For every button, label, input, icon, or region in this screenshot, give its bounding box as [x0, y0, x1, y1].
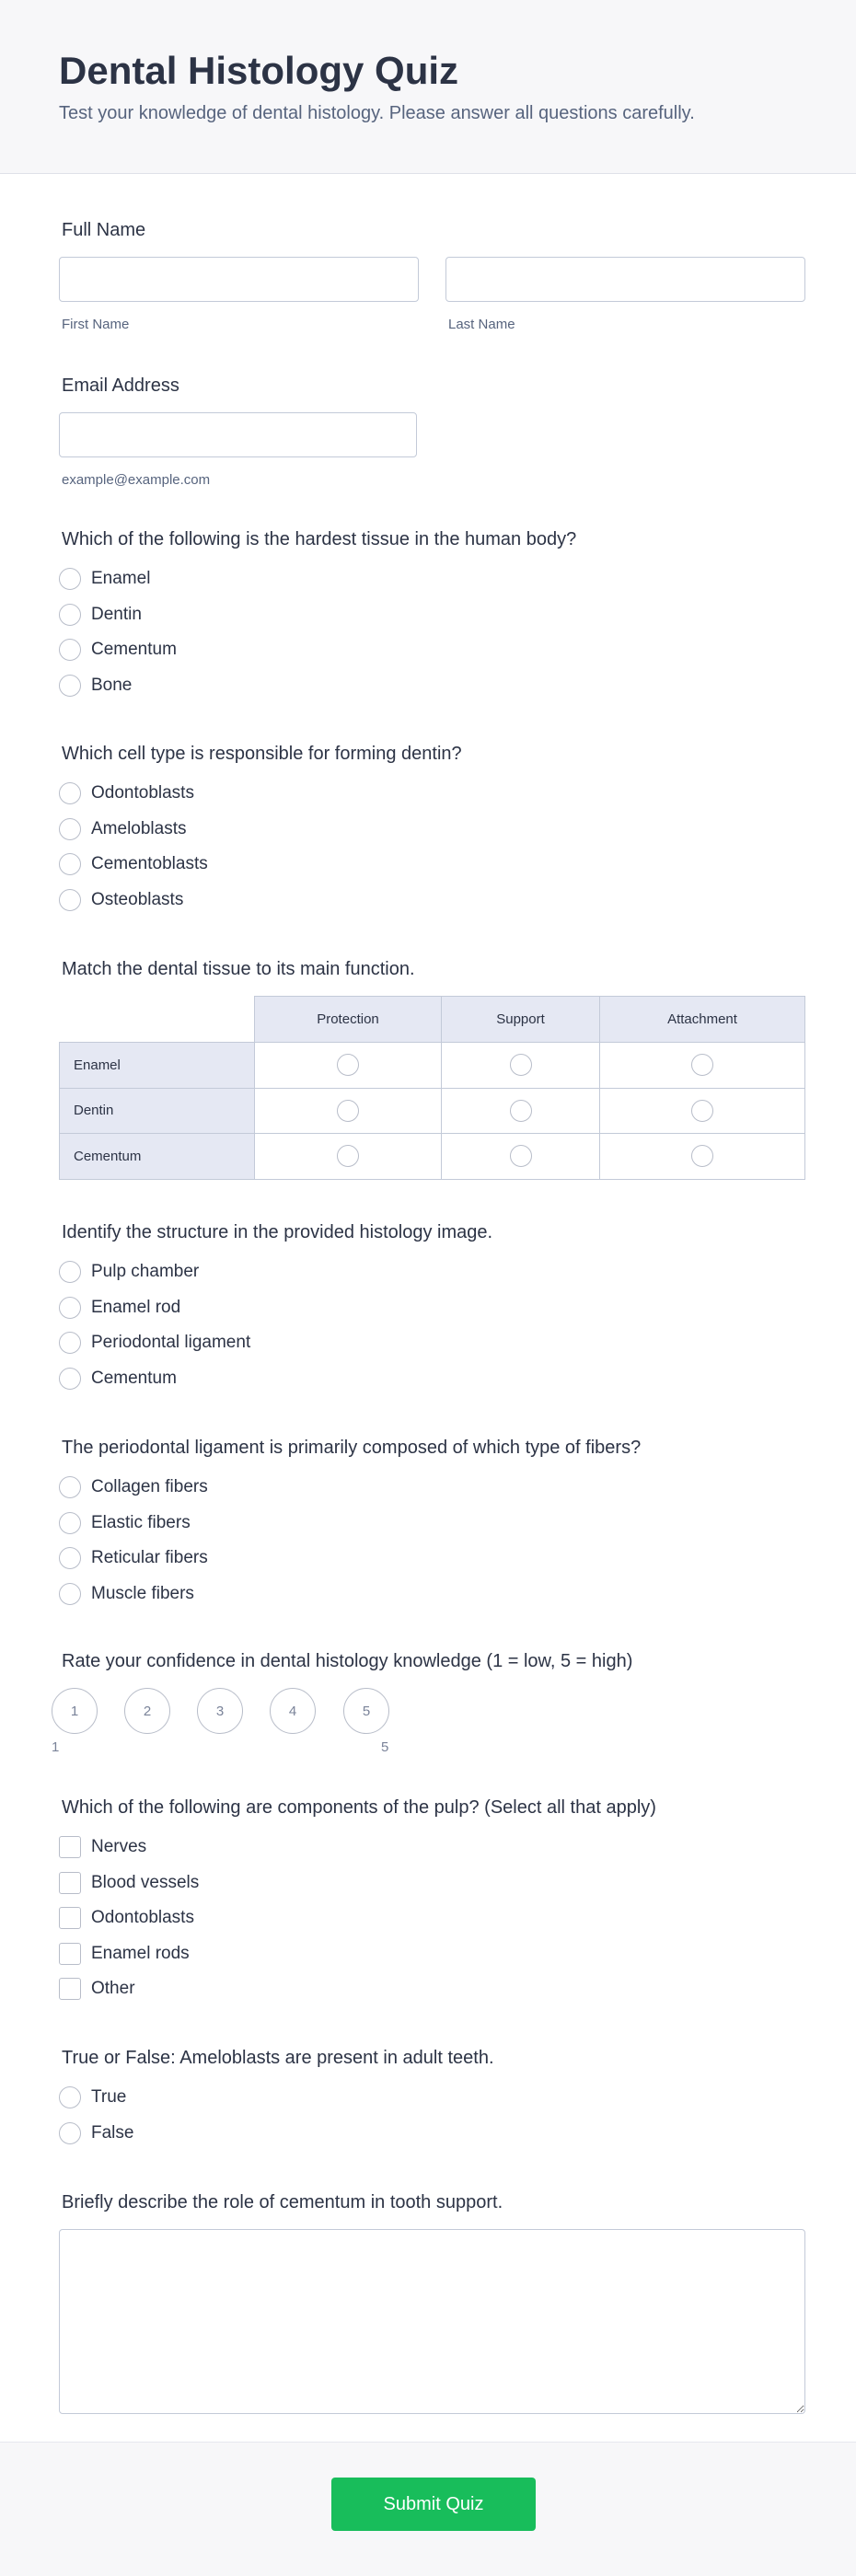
- radio-button[interactable]: [337, 1100, 359, 1122]
- option-label: Cementum: [91, 640, 177, 660]
- radio-button[interactable]: [59, 1261, 81, 1283]
- question-label: Match the dental tissue to its main function.: [62, 959, 415, 979]
- matrix-row-header: Dentin: [60, 1088, 255, 1134]
- radio-button[interactable]: [510, 1145, 532, 1167]
- radio-option[interactable]: [59, 597, 805, 633]
- radio-button[interactable]: [59, 639, 81, 661]
- matrix-corner: [60, 997, 255, 1043]
- question-label: Identify the structure in the provided histology image.: [62, 1222, 493, 1242]
- matrix-cell[interactable]: [600, 1088, 805, 1134]
- checkbox-option[interactable]: [59, 1830, 805, 1866]
- radio-button[interactable]: [510, 1100, 532, 1122]
- form-footer: [0, 2442, 856, 2576]
- matrix-column-header: Attachment: [600, 997, 805, 1043]
- option-label: Enamel rods: [91, 1943, 190, 1963]
- radio-button[interactable]: [59, 1332, 81, 1354]
- question-true-false: [59, 2045, 805, 2151]
- radio-option[interactable]: [59, 632, 805, 668]
- rating-option-4[interactable]: 4: [270, 1688, 316, 1734]
- radio-button[interactable]: [691, 1145, 713, 1167]
- email-label: Email Address: [62, 375, 179, 396]
- matrix-table: [59, 996, 805, 1180]
- option-label: True: [91, 2087, 127, 2108]
- question-dentin-cell: [59, 741, 805, 918]
- radio-button[interactable]: [59, 568, 81, 590]
- question-pdl-fibers: [59, 1435, 805, 1611]
- radio-button[interactable]: [59, 782, 81, 804]
- page-title: Dental Histology Quiz: [59, 49, 459, 92]
- radio-option[interactable]: [59, 1506, 805, 1542]
- radio-option[interactable]: [59, 1541, 805, 1577]
- checkbox-option[interactable]: [59, 1936, 805, 1972]
- question-label: The periodontal ligament is primarily composed of which type of fibers?: [62, 1438, 642, 1458]
- checkbox-option[interactable]: [59, 1971, 805, 2007]
- page-subtitle: Test your knowledge of dental histology. Please answer all questions carefully.: [59, 103, 695, 123]
- radio-button[interactable]: [691, 1100, 713, 1122]
- checkbox-option[interactable]: [59, 1900, 805, 1936]
- option-label: Pulp chamber: [91, 1262, 200, 1282]
- checkbox[interactable]: [59, 1836, 81, 1858]
- radio-button[interactable]: [59, 1476, 81, 1498]
- option-label: Blood vessels: [91, 1872, 200, 1892]
- radio-option[interactable]: [59, 1254, 805, 1290]
- radio-option[interactable]: [59, 1290, 805, 1326]
- rating-max-label: 5: [381, 1739, 389, 1755]
- radio-option[interactable]: [59, 776, 805, 812]
- radio-option[interactable]: [59, 561, 805, 597]
- radio-button[interactable]: [337, 1145, 359, 1167]
- checkbox-option[interactable]: [59, 1866, 805, 1901]
- first-name-sublabel: First Name: [62, 317, 130, 332]
- matrix-cell[interactable]: [600, 1134, 805, 1180]
- question-label: Briefly describe the role of cementum in tooth support.: [62, 2192, 503, 2212]
- radio-button[interactable]: [59, 675, 81, 697]
- radio-option[interactable]: [59, 668, 805, 704]
- radio-button[interactable]: [59, 1368, 81, 1390]
- option-label: False: [91, 2122, 134, 2143]
- question-label: Which cell type is responsible for forming dentin?: [62, 744, 462, 764]
- radio-button[interactable]: [59, 2086, 81, 2108]
- radio-button[interactable]: [59, 818, 81, 840]
- option-label: Odontoblasts: [91, 783, 194, 803]
- radio-option[interactable]: [59, 2080, 805, 2116]
- radio-button[interactable]: [337, 1054, 359, 1076]
- matrix-row-header: Cementum: [60, 1134, 255, 1180]
- checkbox[interactable]: [59, 1907, 81, 1929]
- option-label: Bone: [91, 675, 133, 695]
- matrix-cell[interactable]: [442, 1088, 600, 1134]
- question-cementum-role: [59, 2189, 805, 2420]
- checkbox[interactable]: [59, 1943, 81, 1965]
- option-label: Odontoblasts: [91, 1908, 194, 1928]
- email-field: [59, 373, 805, 492]
- option-label: Osteoblasts: [91, 889, 184, 909]
- first-name-input[interactable]: [59, 257, 419, 302]
- question-label: Which of the following are components of the pulp? (Select all that apply): [62, 1797, 656, 1818]
- option-label: Collagen fibers: [91, 1477, 208, 1497]
- radio-button[interactable]: [59, 1297, 81, 1319]
- radio-button[interactable]: [59, 853, 81, 875]
- matrix-cell[interactable]: [255, 1134, 442, 1180]
- option-label: Periodontal ligament: [91, 1333, 251, 1353]
- radio-option[interactable]: [59, 847, 805, 883]
- radio-button[interactable]: [59, 1583, 81, 1605]
- question-label: Which of the following is the hardest tissue in the human body?: [62, 529, 577, 549]
- answer-textarea[interactable]: [59, 2229, 805, 2414]
- question-label: Rate your confidence in dental histology knowledge (1 = low, 5 = high): [62, 1651, 633, 1671]
- full-name-label: Full Name: [62, 220, 146, 240]
- email-input[interactable]: [59, 412, 417, 457]
- radio-option[interactable]: [59, 2116, 805, 2152]
- rating-question: [52, 1648, 805, 1759]
- option-label: Elastic fibers: [91, 1512, 191, 1532]
- radio-button[interactable]: [59, 604, 81, 626]
- option-label: Enamel: [91, 569, 151, 589]
- radio-option[interactable]: [59, 1577, 805, 1612]
- option-label: Reticular fibers: [91, 1548, 208, 1568]
- option-label: Other: [91, 1979, 135, 1999]
- rating-option-5[interactable]: 5: [343, 1688, 389, 1734]
- rating-option-3[interactable]: 3: [197, 1688, 243, 1734]
- form-header: [0, 0, 856, 174]
- matrix-question: [59, 956, 805, 1186]
- option-label: Enamel rod: [91, 1297, 181, 1317]
- matrix-row-header: Enamel: [60, 1043, 255, 1089]
- radio-option[interactable]: [59, 1470, 805, 1506]
- email-sublabel: example@example.com: [62, 472, 211, 488]
- question-hardest-tissue: [59, 526, 805, 703]
- option-label: Nerves: [91, 1837, 147, 1857]
- radio-button[interactable]: [59, 1512, 81, 1534]
- matrix-cell[interactable]: [255, 1088, 442, 1134]
- full-name-field: [59, 217, 805, 337]
- option-label: Ameloblasts: [91, 818, 187, 838]
- question-label: True or False: Ameloblasts are present in adult teeth.: [62, 2048, 494, 2068]
- question-histology-image: [59, 1219, 805, 1396]
- option-label: Cementoblasts: [91, 854, 208, 874]
- radio-button[interactable]: [691, 1054, 713, 1076]
- matrix-cell[interactable]: [442, 1043, 600, 1089]
- radio-option[interactable]: [59, 1325, 805, 1361]
- matrix-cell[interactable]: [442, 1134, 600, 1180]
- rating-min-label: 1: [52, 1739, 60, 1755]
- checkbox[interactable]: [59, 1872, 81, 1894]
- submit-button[interactable]: Submit Quiz: [331, 2478, 536, 2531]
- rating-option-1[interactable]: 1: [52, 1688, 98, 1734]
- checkbox[interactable]: [59, 1978, 81, 2000]
- matrix-cell[interactable]: [255, 1043, 442, 1089]
- matrix-column-header: Support: [442, 997, 600, 1043]
- radio-option[interactable]: [59, 1361, 805, 1397]
- option-label: Dentin: [91, 604, 142, 624]
- last-name-sublabel: Last Name: [448, 317, 515, 332]
- last-name-input[interactable]: [445, 257, 805, 302]
- radio-button[interactable]: [510, 1054, 532, 1076]
- matrix-cell[interactable]: [600, 1043, 805, 1089]
- option-label: Muscle fibers: [91, 1583, 194, 1603]
- radio-button[interactable]: [59, 889, 81, 911]
- question-pulp-components: [59, 1795, 805, 2007]
- radio-button[interactable]: [59, 1547, 81, 1569]
- radio-button[interactable]: [59, 2122, 81, 2144]
- matrix-column-header: Protection: [255, 997, 442, 1043]
- radio-option[interactable]: [59, 883, 805, 918]
- option-label: Cementum: [91, 1368, 177, 1388]
- radio-option[interactable]: [59, 812, 805, 848]
- rating-option-2[interactable]: 2: [124, 1688, 170, 1734]
